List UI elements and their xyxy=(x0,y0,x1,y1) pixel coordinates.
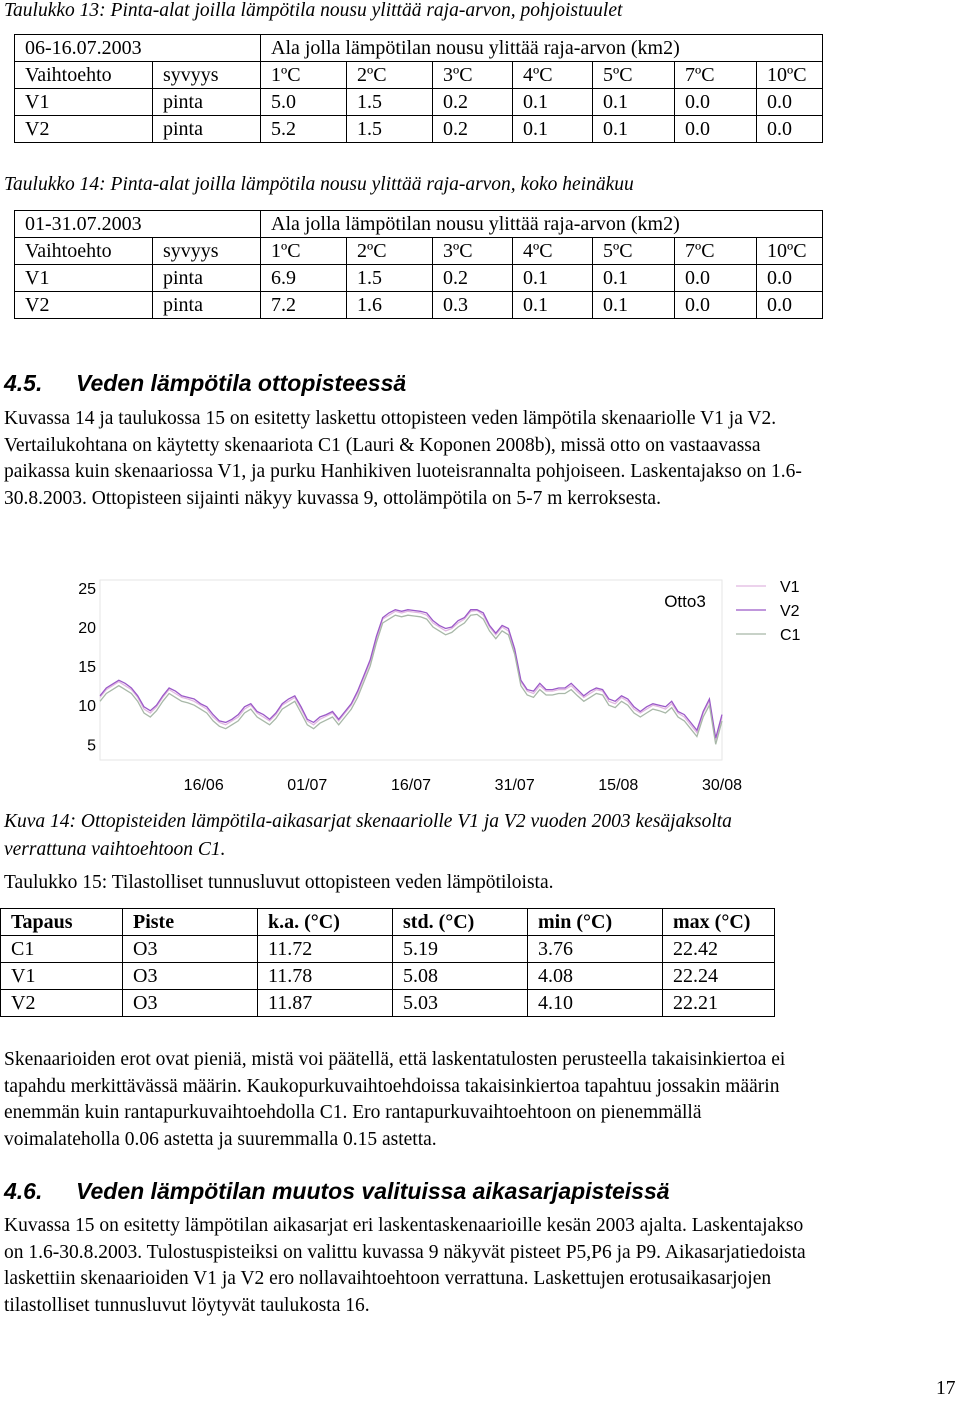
table-cell: 0.2 xyxy=(433,89,513,116)
paragraph-line: Kuvassa 15 on esitetty lämpötilan aikasarjat eri laskentaskenaarioille kesän 2003 ajalta. Laskentajakso xyxy=(4,1215,804,1236)
y-tick-label: 20 xyxy=(78,620,96,637)
table13-caption: Taulukko 13: Pinta-alat joilla lämpötila nousu ylittää raja-arvon, pohjoistuulet xyxy=(4,0,623,21)
table13-period: 06-16.07.2003 xyxy=(15,35,261,62)
table14-caption: Taulukko 14: Pinta-alat joilla lämpötila nousu ylittää raja-arvon, koko heinäkuu xyxy=(4,174,634,195)
table-header-cell: max (°C) xyxy=(663,909,775,936)
table-cell: 0.0 xyxy=(675,89,757,116)
table15-header-row xyxy=(1,909,775,936)
x-tick-label: 31/07 xyxy=(494,777,535,794)
paragraph-line: Kuvassa 14 ja taulukossa 15 on esitetty laskettu ottopisteen veden lämpötila skenaariolle V1 ja V2. xyxy=(4,408,777,429)
table-cell: 11.87 xyxy=(258,990,393,1017)
table-row xyxy=(1,936,775,963)
table-cell: 0.0 xyxy=(757,292,823,319)
caption-line: Kuva 14: Ottopisteiden lämpötila-aikasarjat skenaariolle V1 ja V2 vuoden 2003 kesäjaksolta xyxy=(4,811,732,832)
section-4-6-heading xyxy=(4,1178,670,1205)
table-cell: 0.0 xyxy=(757,265,823,292)
table-cell: 0.1 xyxy=(593,292,675,319)
paragraph-line: voimalateholla 0.06 astetta ja suuremmalla 0.15 astetta. xyxy=(4,1128,437,1150)
table-cell: 0.0 xyxy=(675,292,757,319)
table-cell: 5.19 xyxy=(393,936,528,963)
table-row xyxy=(15,116,823,143)
table-cell: 1.5 xyxy=(347,89,433,116)
section-number: 4.6. xyxy=(4,1178,43,1204)
table13-span-header: Ala jolla lämpötilan nousu ylittää raja-arvon (km2) xyxy=(261,35,823,62)
table-header-cell: 10ºC xyxy=(757,238,823,265)
table-header-cell: 4ºC xyxy=(513,238,593,265)
section-title: Veden lämpötilan muutos valituissa aikasarjapisteissä xyxy=(76,1178,670,1204)
paragraph-line: on 1.6-30.8.2003. Tulostuspisteiksi on valittu kuvassa 9 näkyvät pisteet P5,P6 ja P9. Aikasarjatiedoista xyxy=(4,1241,806,1263)
table-cell: V1 xyxy=(15,265,153,292)
table-cell: O3 xyxy=(123,963,258,990)
table-header-cell: k.a. (°C) xyxy=(258,909,393,936)
table-cell: 0.0 xyxy=(675,116,757,143)
paragraph-line: tapahdu merkittävässä määrin. Kaukopurkuvaihtoehdoissa takaisinkiertoa tapahtuu jossakin määrin xyxy=(4,1075,780,1097)
table-header-cell: 5ºC xyxy=(593,238,675,265)
section-title: Veden lämpötila ottopisteessä xyxy=(76,370,407,396)
chart-title: Otto3 xyxy=(664,592,706,611)
table-row xyxy=(1,990,775,1017)
y-tick-label: 10 xyxy=(78,698,96,716)
x-tick-label: 30/08 xyxy=(701,777,743,794)
table-header-cell: 10ºC xyxy=(757,62,823,89)
table-header-cell: 3ºC xyxy=(433,62,513,89)
table-cell: 1.5 xyxy=(347,116,433,143)
table-cell: 22.24 xyxy=(663,963,775,990)
table-header-cell: syvyys xyxy=(153,62,261,89)
table14-header-row xyxy=(15,238,823,265)
paragraph-line: 30.8.2003. Ottopisteen sijainti näkyy kuvassa 9, ottolämpötila on 5-7 m kerroksesta. xyxy=(4,487,661,509)
figure14-caption xyxy=(4,808,732,864)
table-cell: pinta xyxy=(153,89,261,116)
temperature-line-chart xyxy=(60,570,820,800)
table-cell: 11.72 xyxy=(258,936,393,963)
table15-caption: Taulukko 15: Tilastolliset tunnusluvut ottopisteen veden lämpötiloista. xyxy=(4,872,554,893)
table14 xyxy=(14,210,823,319)
table-header-cell: Tapaus xyxy=(1,909,123,936)
table-row xyxy=(15,89,823,116)
x-tick-label: 15/08 xyxy=(598,777,639,794)
table-cell: 0.3 xyxy=(433,292,513,319)
paragraph-line: Vertailukohtana on käytetty skenaariota C1 (Lauri & Koponen 2008b), missä otto on vastaavassa xyxy=(4,434,761,456)
table-cell: 0.0 xyxy=(757,116,823,143)
table-cell: 4.08 xyxy=(528,963,663,990)
table-cell: 0.2 xyxy=(433,265,513,292)
table-header-cell: std. (°C) xyxy=(393,909,528,936)
table-cell: V2 xyxy=(1,990,123,1017)
table-cell: 0.1 xyxy=(593,116,675,143)
table-cell: V1 xyxy=(15,89,153,116)
legend-label-c1: C1 xyxy=(780,627,801,644)
table-row xyxy=(15,292,823,319)
table-row xyxy=(15,265,823,292)
table-header-cell: 7ºC xyxy=(675,62,757,89)
table14-span-header: Ala jolla lämpötilan nousu ylittää raja-arvon (km2) xyxy=(261,211,823,238)
table-cell: 11.78 xyxy=(258,963,393,990)
table13-header-row xyxy=(15,62,823,89)
table-header-cell: syvyys xyxy=(153,238,261,265)
table-cell: C1 xyxy=(1,936,123,963)
table-cell: 6.9 xyxy=(261,265,347,292)
section-4-5-heading xyxy=(4,370,406,397)
table-cell: V2 xyxy=(15,116,153,143)
table-cell: 1.5 xyxy=(347,265,433,292)
table-header-cell: min (°C) xyxy=(528,909,663,936)
section-number: 4.5. xyxy=(4,370,43,396)
table-cell: 0.1 xyxy=(513,265,593,292)
table-header-cell: 2ºC xyxy=(347,62,433,89)
table-header-cell: 1ºC xyxy=(261,238,347,265)
table-header-cell: 3ºC xyxy=(433,238,513,265)
table-header-cell: Piste xyxy=(123,909,258,936)
table-cell: 0.1 xyxy=(513,116,593,143)
table-cell: 5.2 xyxy=(261,116,347,143)
legend-label-v1: V1 xyxy=(780,579,800,596)
table-cell: 5.0 xyxy=(261,89,347,116)
paragraph-line: enemmän kuin rantapurkuvaihtoehdolla C1. Ero rantapurkuvaihtoehtoon on pienemmällä xyxy=(4,1102,702,1123)
table-header-cell: 7ºC xyxy=(675,238,757,265)
table14-period: 01-31.07.2003 xyxy=(15,211,261,238)
y-tick-label: 15 xyxy=(78,659,96,677)
table-header-cell: Vaihtoehto xyxy=(15,238,153,265)
table-cell: 5.08 xyxy=(393,963,528,990)
table-cell: 7.2 xyxy=(261,292,347,319)
table-cell: 1.6 xyxy=(347,292,433,319)
table-cell: 4.10 xyxy=(528,990,663,1017)
page-number: 17 xyxy=(936,1378,956,1399)
table-header-cell: 1ºC xyxy=(261,62,347,89)
table-cell: pinta xyxy=(153,116,261,143)
table-cell: 22.21 xyxy=(663,990,775,1017)
table15-discussion-paragraph xyxy=(4,1047,785,1153)
section-4-6-paragraph xyxy=(4,1213,806,1319)
table-row xyxy=(1,963,775,990)
table-cell: 3.76 xyxy=(528,936,663,963)
table-cell: O3 xyxy=(123,936,258,963)
paragraph-line: laskettiin skenaarioiden V1 ja V2 ero nollavaihtoehtoon verrattuna. Laskettujen erotusaikasarjojen xyxy=(4,1268,772,1289)
x-tick-label: 16/06 xyxy=(183,777,224,794)
table-cell: V1 xyxy=(1,963,123,990)
paragraph-line: Skenaarioiden erot ovat pieniä, mistä voi päätellä, että laskentatulosten perusteella takaisinkiertoa ei xyxy=(4,1049,786,1070)
table-cell: 0.0 xyxy=(757,89,823,116)
table15 xyxy=(0,908,775,1017)
y-tick-label: 25 xyxy=(78,580,96,598)
table-cell: 0.0 xyxy=(675,265,757,292)
table-cell: 22.42 xyxy=(663,936,775,963)
paragraph-line: paikassa kuin skenaariossa V1, ja purku Hanhikiven luoteisrannalta pohjoiseen. Laskentajakso on 1.6- xyxy=(4,461,802,482)
table-header-cell: 5ºC xyxy=(593,62,675,89)
y-tick-label: 5 xyxy=(87,737,96,755)
caption-line: verrattuna vaihtoehtoon C1. xyxy=(4,839,226,860)
table-cell: 0.1 xyxy=(593,265,675,292)
plot-area xyxy=(100,580,722,760)
section-4-5-paragraph xyxy=(4,406,802,512)
table-cell: 0.2 xyxy=(433,116,513,143)
table-cell: 0.1 xyxy=(593,89,675,116)
table-cell: pinta xyxy=(153,265,261,292)
table-cell: pinta xyxy=(153,292,261,319)
table13 xyxy=(14,34,823,143)
paragraph-line: tilastolliset tunnusluvut löytyvät taulukosta 16. xyxy=(4,1294,370,1316)
table-cell: 5.03 xyxy=(393,990,528,1017)
table-cell: 0.1 xyxy=(513,292,593,319)
table-cell: O3 xyxy=(123,990,258,1017)
table-cell: 0.1 xyxy=(513,89,593,116)
table-header-cell: Vaihtoehto xyxy=(15,62,153,89)
x-tick-label: 16/07 xyxy=(390,777,432,794)
x-tick-label: 01/07 xyxy=(287,777,328,794)
table-header-cell: 4ºC xyxy=(513,62,593,89)
legend-label-v2: V2 xyxy=(780,603,800,620)
table-cell: V2 xyxy=(15,292,153,319)
table-header-cell: 2ºC xyxy=(347,238,433,265)
